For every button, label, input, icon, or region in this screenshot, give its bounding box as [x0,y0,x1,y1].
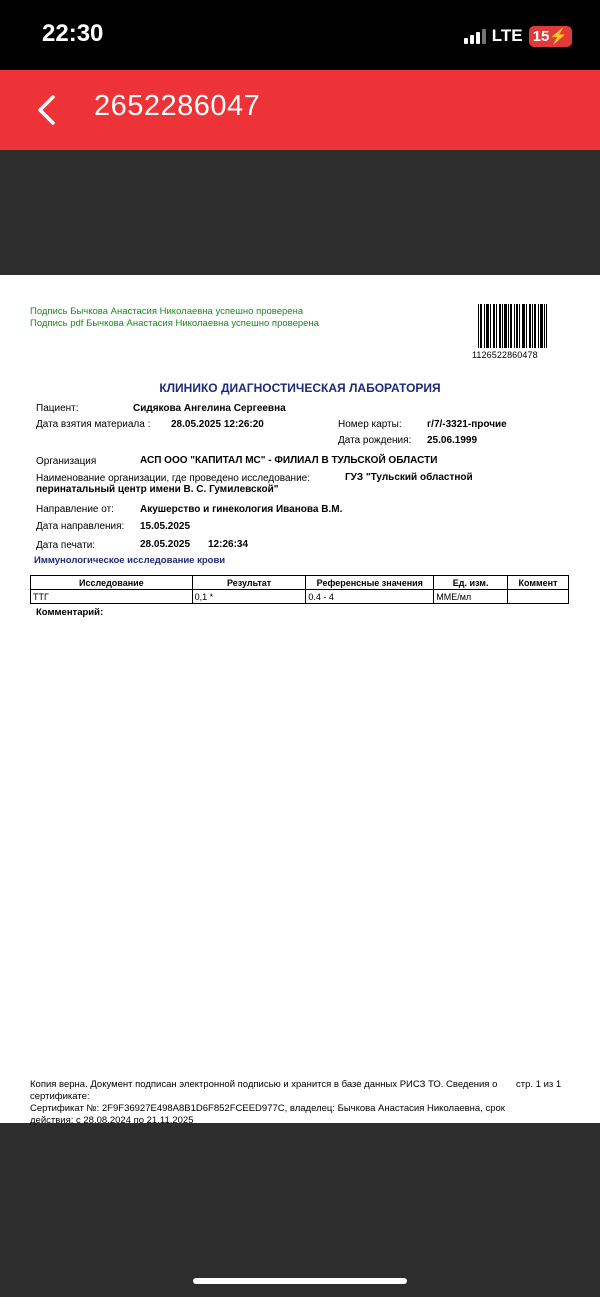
reference-range: 0.4 - 4 [306,590,434,604]
page-number: стр. 1 из 1 [516,1079,562,1090]
unit: ММЕ/мл [434,590,508,604]
app-header [0,70,600,150]
signature-status-1: Подпись Бычкова Анастасия Николаевна успешно проверена [30,306,304,317]
page-title: 2652286047 [94,90,261,122]
footer-line: Сертификат №: 2F9F36927E498A8B1D6F852FCEED977C, владелец: Бычкова Анастасия Николаевна, срок [30,1103,505,1114]
footer-text [30,1079,520,1127]
print-date-label: Дата печати: [36,540,96,551]
referral-label: Направление от: [36,504,114,515]
signal-icon [464,28,486,44]
back-button[interactable] [26,88,66,132]
test-result: 0,1 * [192,590,306,604]
results-table [30,575,569,604]
status-indicators [464,24,572,48]
card-label: Номер карты: [338,419,402,430]
column-header: Коммент [508,576,569,590]
patient-value: Сидякова Ангелина Сергеевна [133,403,286,414]
comment-label: Комментарий: [36,607,104,618]
table-row [31,590,569,604]
column-header: Результат [192,576,306,590]
organization-value: АСП ООО "КАПИТАЛ МС" - ФИЛИАЛ В ТУЛЬСКОЙ ОБЛАСТИ [140,455,438,466]
referral-date-label: Дата направления: [36,521,125,532]
print-time-value: 12:26:34 [208,539,249,550]
research-org-label: Наименование организации, где проведено исследование: [36,473,311,484]
collection-date-value: 28.05.2025 12:26:20 [171,419,264,430]
column-header: Ед. изм. [434,576,508,590]
research-org-value-2: перинатальный центр имени В. С. Гумилевской" [36,484,279,495]
footer-line: Копия верна. Документ подписан электронной подписью и хранится в базе данных РИСЗ ТО. Сведения о [30,1079,498,1090]
test-name: ТТГ [31,590,193,604]
card-value: г/7/-3321-прочие [427,419,507,430]
birth-date-value: 25.06.1999 [427,435,478,446]
organization-label: Организация [36,456,97,467]
referral-value: Акушерство и гинекология Иванова В.М. [140,504,343,515]
comment-cell [508,590,569,604]
column-header: Исследование [31,576,193,590]
network-label: LTE [491,26,523,45]
home-indicator[interactable] [193,1278,407,1284]
research-org-value-1: ГУЗ "Тульский областной [345,472,473,483]
chevron-left-icon [36,94,56,126]
lab-title: КЛИНИКО ДИАГНОСТИЧЕСКАЯ ЛАБОРАТОРИЯ [159,381,441,395]
column-header: Референсные значения [306,576,434,590]
battery-level: 15 [532,27,550,45]
print-date-value: 28.05.2025 [140,539,191,550]
status-bar [0,0,600,70]
barcode-number: 1126522860478 [472,350,538,360]
footer-line: действия: с 28.08.2024 по 21.11.2025 [30,1115,194,1126]
signature-status-2: Подпись pdf Бычкова Анастасия Николаевна успешно проверена [30,318,319,329]
patient-label: Пациент: [36,403,79,414]
footer-line: сертификате: [30,1091,90,1102]
birth-date-label: Дата рождения: [338,435,412,446]
section-title: Иммунологическое исследование крови [34,555,226,566]
collection-date-label: Дата взятия материала : [36,419,151,430]
status-time: 22:30 [42,20,104,47]
battery-icon: 15⚡ [529,26,572,47]
referral-date-value: 15.05.2025 [140,521,191,532]
table-header-row [31,576,569,590]
document-page[interactable] [0,275,600,1126]
